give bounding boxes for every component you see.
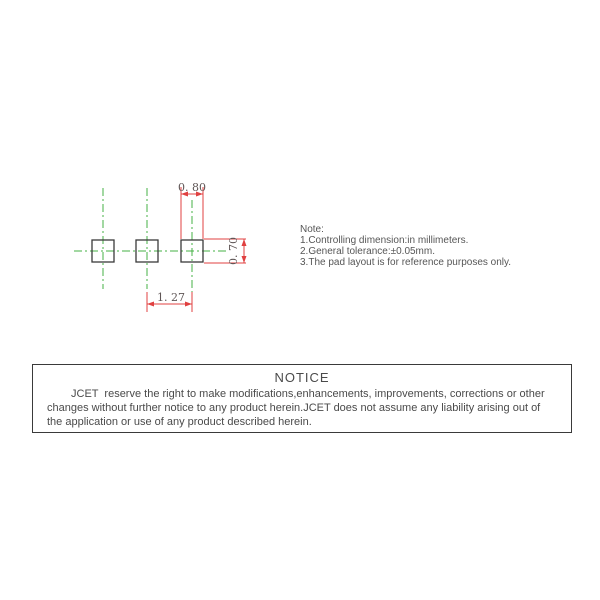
pad-pitch-dimension-label: 1. 27 [157,291,185,304]
pad-width-dimension-label: 0. 80 [178,181,206,194]
note-item-1: 1.Controlling dimension:in millimeters. [300,235,469,246]
note-item-3: 3.The pad layout is for reference purposes only. [300,257,512,268]
arrow-down-icon [242,256,247,263]
arrow-left-icon [147,302,154,307]
note-item-2: 2.General tolerance:±0.05mm. [300,246,435,257]
pad-height-dimension-label: 0. 70 [227,237,240,265]
note-block [300,224,570,268]
arrow-up-icon [242,239,247,246]
notice-title: NOTICE [274,370,330,385]
arrow-right-icon [185,302,192,307]
notice-body-text: JCET reserve the right to make modifications,enhancements, improvements, corrections or other changes without further notice to any product herein.JCET does not assume any liability arising out of the application or use of any product described herein. [47,388,548,428]
note-heading: Note: [300,224,324,235]
notice-box [32,364,572,433]
